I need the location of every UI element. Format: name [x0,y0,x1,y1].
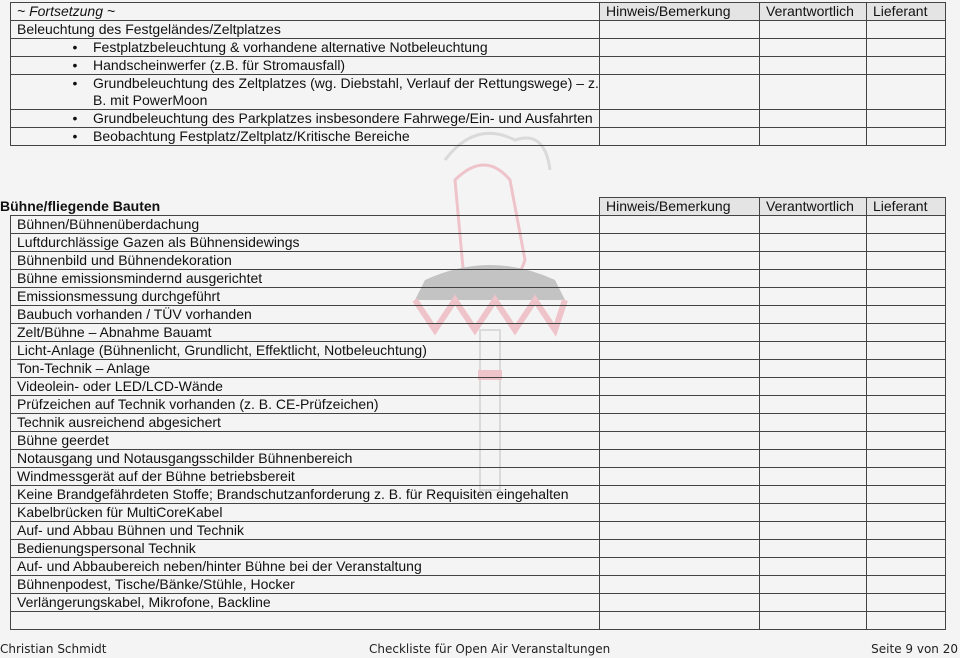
item-label: Videolein- oder LED/LCD-Wände [11,378,600,396]
bullet-icon: • [72,39,78,55]
bullet-icon: • [72,57,78,73]
item-label: Zelt/Bühne – Abnahme Bauamt [11,324,600,342]
hinweis-cell[interactable] [600,558,760,576]
hinweis-cell[interactable] [600,504,760,522]
hinweis-cell[interactable] [600,612,760,630]
verantwortlich-cell[interactable] [760,450,867,468]
table-row [11,306,946,324]
verantwortlich-cell[interactable] [760,234,867,252]
table-row [11,39,946,57]
row-heading: Beleuchtung des Festgeländes/Zeltplatzes [11,21,600,39]
hinweis-cell[interactable] [600,252,760,270]
verantwortlich-cell[interactable] [760,252,867,270]
column-header-lieferant: Lieferant [867,3,946,21]
table-header-row [11,3,946,21]
table-row [11,432,946,450]
table-header-row [11,198,946,216]
verantwortlich-cell[interactable] [760,504,867,522]
verantwortlich-cell[interactable] [760,128,867,146]
lieferant-cell[interactable] [867,342,946,360]
table-row [11,486,946,504]
verantwortlich-cell[interactable] [760,612,867,630]
lieferant-cell[interactable] [867,216,946,234]
verantwortlich-cell[interactable] [760,468,867,486]
lieferant-cell[interactable] [867,57,946,75]
item-label: Grundbeleuchtung des Zeltplatzes (wg. Diebstahl, Verlauf der Rettungswege) – z. B. mit PowerMoon [93,75,599,108]
item-label: Windmessgerät auf der Bühne betriebsbereit [11,468,600,486]
lieferant-cell[interactable] [867,558,946,576]
bullet-icon: • [72,75,78,91]
item-label: Ton-Technik – Anlage [11,360,600,378]
lieferant-cell[interactable] [867,540,946,558]
hinweis-cell[interactable] [600,21,760,39]
verantwortlich-cell[interactable] [760,486,867,504]
lieferant-cell[interactable] [867,39,946,57]
verantwortlich-cell[interactable] [760,110,867,128]
table-row [11,540,946,558]
verantwortlich-cell[interactable] [760,594,867,612]
footer-title: Checkliste für Open Air Veranstaltungen [369,642,611,656]
lieferant-cell[interactable] [867,522,946,540]
lieferant-cell[interactable] [867,306,946,324]
verantwortlich-cell[interactable] [760,360,867,378]
hinweis-cell[interactable] [600,576,760,594]
item-label: Bedienungspersonal Technik [11,540,600,558]
lieferant-cell[interactable] [867,21,946,39]
item-label: Kabelbrücken für MultiCoreKabel [11,504,600,522]
verantwortlich-cell[interactable] [760,576,867,594]
footer-author: Christian Schmidt [0,642,107,656]
column-header-hinweis: Hinweis/Bemerkung [600,198,760,216]
table-row [11,234,946,252]
lieferant-cell[interactable] [867,128,946,146]
table-row [11,75,946,110]
verantwortlich-cell[interactable] [760,216,867,234]
hinweis-cell[interactable] [600,270,760,288]
footer-page-number: Seite 9 von 20 [871,642,958,656]
lieferant-cell[interactable] [867,252,946,270]
hinweis-cell[interactable] [600,432,760,450]
item-label: Emissionsmessung durchgeführt [11,288,600,306]
lieferant-cell[interactable] [867,576,946,594]
table-row [11,128,946,146]
hinweis-cell[interactable] [600,396,760,414]
lieferant-cell[interactable] [867,450,946,468]
lieferant-cell[interactable] [867,324,946,342]
bullet-icon: • [72,128,78,144]
verantwortlich-cell[interactable] [760,270,867,288]
lieferant-cell[interactable] [867,504,946,522]
lieferant-cell[interactable] [867,396,946,414]
column-header-verantwortlich: Verantwortlich [760,3,867,21]
verantwortlich-cell[interactable] [760,39,867,57]
lieferant-cell[interactable] [867,594,946,612]
lieferant-cell[interactable] [867,110,946,128]
item-label [11,612,600,630]
hinweis-cell[interactable] [600,288,760,306]
hinweis-cell[interactable] [600,540,760,558]
table-row [11,21,946,39]
column-header-verantwortlich: Verantwortlich [760,198,867,216]
continuation-label: ~ Fortsetzung ~ [11,3,600,21]
table-row [11,57,946,75]
verantwortlich-cell[interactable] [760,558,867,576]
table-row [11,216,946,234]
verantwortlich-cell[interactable] [760,378,867,396]
lieferant-cell[interactable] [867,378,946,396]
hinweis-cell[interactable] [600,594,760,612]
table-row [11,450,946,468]
item-label: Baubuch vorhanden / TÜV vorhanden [11,306,600,324]
lieferant-cell[interactable] [867,270,946,288]
lieferant-cell[interactable] [867,234,946,252]
verantwortlich-cell[interactable] [760,324,867,342]
hinweis-cell[interactable] [600,324,760,342]
table-row [11,360,946,378]
item-label: Bühne geerdet [11,432,600,450]
hinweis-cell[interactable] [600,110,760,128]
column-header-lieferant: Lieferant [867,198,946,216]
item-label: Auf- und Abbaubereich neben/hinter Bühne bei der Veranstaltung [11,558,600,576]
table-row [11,270,946,288]
table-row [11,522,946,540]
item-label: Handscheinwerfer (z.B. für Stromausfall) [93,57,346,73]
verantwortlich-cell[interactable] [760,57,867,75]
item-label: Licht-Anlage (Bühnenlicht, Grundlicht, Effektlicht, Notbeleuchtung) [11,342,600,360]
stage-table [10,197,946,630]
hinweis-cell[interactable] [600,468,760,486]
table-row [11,414,946,432]
hinweis-cell[interactable] [600,75,760,110]
item-label: Beobachtung Festplatz/Zeltplatz/Kritische Bereiche [93,128,410,144]
hinweis-cell[interactable] [600,57,760,75]
lieferant-cell[interactable] [867,486,946,504]
item-label: Luftdurchlässige Gazen als Bühnensidewings [11,234,600,252]
verantwortlich-cell[interactable] [760,432,867,450]
lieferant-cell[interactable] [867,360,946,378]
item-label: Prüfzeichen auf Technik vorhanden (z. B. CE-Prüfzeichen) [11,396,600,414]
item-label: Notausgang und Notausgangsschilder Bühnenbereich [11,450,600,468]
item-label: Keine Brandgefährdeten Stoffe; Brandschutzanforderung z. B. für Requisiten eingehalten [11,486,600,504]
table-row [11,342,946,360]
hinweis-cell[interactable] [600,216,760,234]
section-title-buehne: Bühne/fliegende Bauten [0,198,161,214]
lighting-table [10,2,946,146]
header-spacer [11,198,600,216]
bullet-icon: • [72,110,78,126]
hinweis-cell[interactable] [600,360,760,378]
item-label: Bühne emissionsmindernd ausgerichtet [11,270,600,288]
verantwortlich-cell[interactable] [760,288,867,306]
item-label: Festplatzbeleuchtung & vorhandene alternative Notbeleuchtung [93,39,488,55]
lieferant-cell[interactable] [867,414,946,432]
hinweis-cell[interactable] [600,378,760,396]
item-label: Bühnenpodest, Tische/Bänke/Stühle, Hocker [11,576,600,594]
lieferant-cell[interactable] [867,288,946,306]
verantwortlich-cell[interactable] [760,21,867,39]
item-label: Auf- und Abbau Bühnen und Technik [11,522,600,540]
table-row [11,594,946,612]
lieferant-cell[interactable] [867,468,946,486]
verantwortlich-cell[interactable] [760,522,867,540]
item-label: Bühnen/Bühnenüberdachung [11,216,600,234]
table-row [11,576,946,594]
table-row [11,558,946,576]
table-row [11,612,946,630]
table-row [11,468,946,486]
verantwortlich-cell[interactable] [760,414,867,432]
item-label: Grundbeleuchtung des Parkplatzes insbesondere Fahrwege/Ein- und Ausfahrten [93,110,593,126]
verantwortlich-cell[interactable] [760,396,867,414]
table-row [11,110,946,128]
table-row [11,252,946,270]
hinweis-cell[interactable] [600,486,760,504]
lieferant-cell[interactable] [867,612,946,630]
table-row [11,378,946,396]
hinweis-cell[interactable] [600,128,760,146]
table-row [11,288,946,306]
verantwortlich-cell[interactable] [760,306,867,324]
verantwortlich-cell[interactable] [760,75,867,110]
verantwortlich-cell[interactable] [760,540,867,558]
hinweis-cell[interactable] [600,522,760,540]
item-label: Bühnenbild und Bühnendekoration [11,252,600,270]
hinweis-cell[interactable] [600,342,760,360]
hinweis-cell[interactable] [600,450,760,468]
item-label: Verlängerungskabel, Mikrofone, Backline [11,594,600,612]
table-row [11,324,946,342]
hinweis-cell[interactable] [600,234,760,252]
table-row [11,504,946,522]
verantwortlich-cell[interactable] [760,342,867,360]
column-header-hinweis: Hinweis/Bemerkung [600,3,760,21]
lieferant-cell[interactable] [867,75,946,110]
table-row [11,396,946,414]
hinweis-cell[interactable] [600,414,760,432]
hinweis-cell[interactable] [600,39,760,57]
lieferant-cell[interactable] [867,432,946,450]
item-label: Technik ausreichend abgesichert [11,414,600,432]
hinweis-cell[interactable] [600,306,760,324]
